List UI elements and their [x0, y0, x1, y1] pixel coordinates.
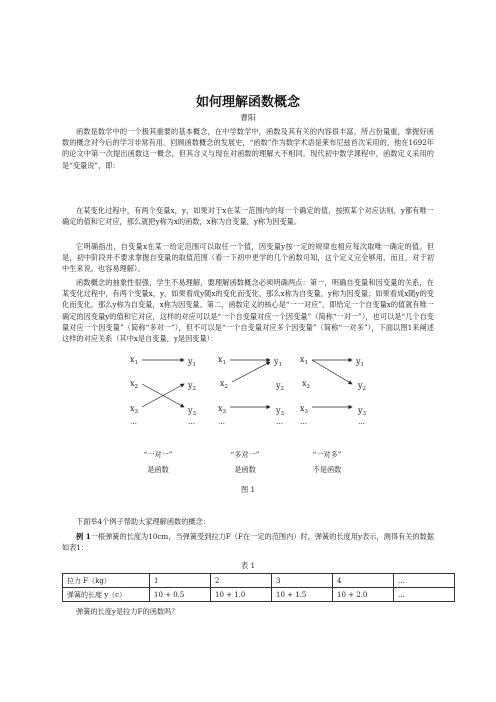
svg-text:…: …: [188, 418, 195, 426]
table-cell: 3: [272, 574, 333, 588]
paragraph-explanation: 它明确指出，自变量x在某一给定范围可以取任一个值，因变量y按一定的规律也相应每次取唯一确定的值。但是，初中阶段并不要求掌握自变量的取值范围（看一下初中更学的几个函数可知，这个定义完全够用，而且，对于初中生来说，也容易理解）。: [62, 242, 434, 274]
table-cell: 10 + 1.5: [272, 588, 333, 602]
svg-text:x1: $x_1$: [130, 355, 139, 366]
svg-text:…: …: [300, 418, 307, 426]
table-cell: 10 + 1.0: [211, 588, 272, 602]
figure-label: 图 1: [240, 485, 256, 494]
paragraph-question: 弹簧的长度y是拉力F的函数吗？: [76, 607, 179, 616]
table-cell: …: [394, 574, 455, 588]
svg-text:x3: $x_3$: [218, 404, 227, 415]
author-name: 曹阳: [240, 113, 256, 122]
table-cell: 2: [211, 574, 272, 588]
document-title: 如何理解函数概念: [195, 95, 300, 110]
svg-text:x2: $x_2$: [130, 379, 139, 390]
svg-text:y2: $y_2$: [358, 381, 367, 392]
diagram-many-to-one: [218, 355, 285, 426]
table-cell: 弹簧的长度 y（c）: [63, 588, 150, 602]
svg-text:x3: $x_3$: [300, 404, 309, 415]
svg-text:y1: $y_1$: [274, 357, 283, 368]
svg-text:y3: $y_3$: [188, 406, 197, 417]
svg-text:y1: $y_1$: [188, 357, 197, 368]
table-title: 表 1: [240, 561, 256, 570]
table-row: [63, 574, 455, 588]
caption-one-to-one: “一对一” 是函数: [143, 450, 173, 474]
diagram-one-to-many: [300, 355, 367, 426]
caption-one-to-many: “一对多” 不是函数: [312, 450, 342, 474]
svg-text:…: …: [358, 418, 365, 426]
svg-text:x1: $x_1$: [218, 355, 227, 366]
svg-text:…: …: [218, 418, 225, 426]
table-cell: 10 + 0.5: [150, 588, 211, 602]
svg-text:y3: $y_3$: [276, 406, 285, 417]
paragraph-example-1: 例 1一根弹簧的长度为10cm，当弹簧受到拉力F（F在一定的范围内）时，弹簧的长度用y表示，测得有关的数据如表1：: [62, 532, 434, 553]
paragraph-key-points: 函数概念的抽象性很强，学生不易理解，要理解函数概念必须明确两点：第一，明确自变量和因变量的关系，在某变化过程中，有两个变量x，y，如果看成y随x的变化而变化，那么x称为自变量，y称为因变量；如果看成x随y的变化而变化，那么y称为自变量，x称为因变量。第二，函数定义的核心是“一一对应”，即给定一个自变量x的值就有唯一确定的因变量y的值和它对应，这样的对应可以是“一个自变量对应一个因变量”（简称“一对一”），也可以是“几个自变量对应一个因变量”（简称“多对一”），但不可以是“一个自变量对应多个因变量”（简称“一对多”），下面以图1来阐述这样的对应关系（其中x是自变量，y是因变量）：: [62, 278, 434, 344]
caption-many-to-one: “多对一” 是函数: [230, 450, 260, 474]
paragraph-definition: 在某变化过程中，有两个变量x，y，如果对于x在某一范围内的每一个确定的值，按照某个对应法则，y都有唯一确定的值和它对应，那么就把y称为x的函数，x称为自变量，y称为因变量。: [62, 206, 434, 227]
table-cell: 拉力 F（kg）: [63, 574, 150, 588]
table-cell: 1: [150, 574, 211, 588]
svg-text:…: …: [130, 418, 137, 426]
table-row: [63, 588, 455, 602]
svg-text:y1: $y_1$: [356, 357, 365, 368]
table-cell: 10 + 2.0: [333, 588, 394, 602]
svg-text:y3: $y_3$: [358, 406, 367, 417]
example-label: 例 1: [76, 532, 91, 541]
svg-text:y2: $y_2$: [276, 381, 285, 392]
svg-text:x2: $x_2$: [302, 379, 311, 390]
diagram-one-to-one: [130, 355, 197, 426]
svg-text:x1: $x_1$: [300, 355, 309, 366]
svg-text:x3: $x_3$: [130, 404, 139, 415]
paragraph-history: 函数是数学中的一个极其重要的基本概念，在中学数学中，函数及其有关的内容很丰富，所占份量重，掌握好函数的概念对今后的学习非常有用。回顾函数概念的发展史，“函数”作为数学术语是莱布尼兹首次采用的，他在1692年的论文中第一次提出函数这一概念，但其含义与现在对函数的理解大不相同。现代初中数学课程中，函数定义采用的是“变量说”，即：: [62, 127, 434, 170]
data-table: [62, 573, 455, 602]
table-cell: 4: [333, 574, 394, 588]
svg-text:y2: $y_2$: [188, 381, 197, 392]
paragraph-examples-intro: 下面举4个例子帮助大家理解函数的概念：: [76, 517, 210, 526]
svg-text:x2: $x_2$: [220, 379, 229, 390]
table-cell: …: [394, 588, 455, 602]
svg-text:…: …: [276, 418, 283, 426]
